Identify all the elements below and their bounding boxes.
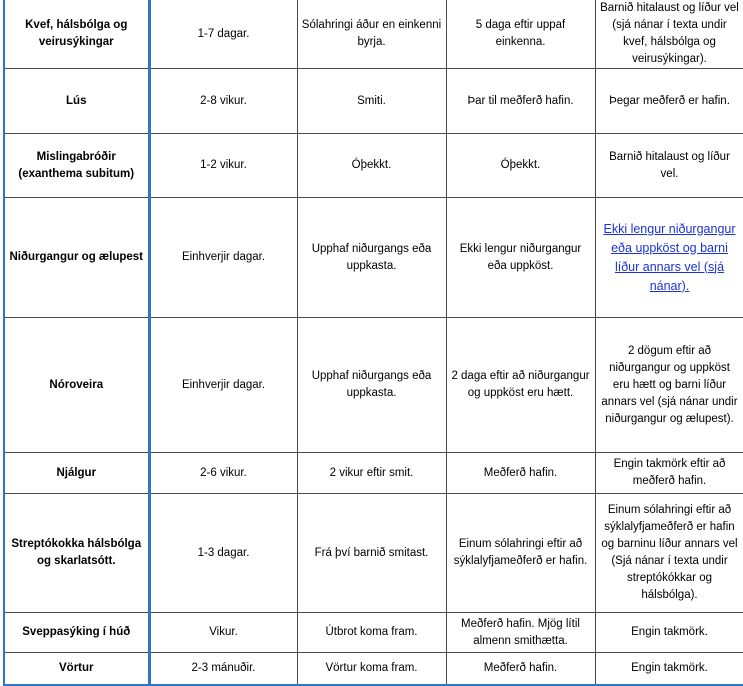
table-row [4, 653, 743, 685]
return-condition [595, 198, 743, 318]
disease-name: Mislingabróðir (exanthema subitum) [4, 134, 149, 198]
return-condition: 2 dögum eftir að niðurgangur og uppköst eru hætt og barni líður annars vel (sjá nánar undir niðurgangur og ælupest). [595, 318, 743, 453]
return-condition: Engin takmörk eftir að meðferð hafin. [595, 453, 743, 494]
disease-name: Kvef, hálsbólga og veirusýkingar [4, 0, 149, 69]
contagious-until: Óþekkt. [446, 134, 595, 198]
contagious-from: 2 vikur eftir smit. [297, 453, 446, 494]
table-row [4, 69, 743, 134]
incubation-period: Vikur. [149, 613, 297, 653]
table-row [4, 318, 743, 453]
return-condition: Einum sólahringi eftir að sýklalyfjameðferð er hafin og barninu líður annars vel (Sjá nánar í texta undir streptókókkar og hálsbólga). [595, 494, 743, 613]
disease-name: Lús [4, 69, 149, 134]
table-row [4, 198, 743, 318]
contagious-from: Frá því barnið smitast. [297, 494, 446, 613]
incubation-period: 2-6 vikur. [149, 453, 297, 494]
disease-name: Nóroveira [4, 318, 149, 453]
disease-name: Sveppasýking í húð [4, 613, 149, 653]
disease-name: Vörtur [4, 653, 149, 685]
contagious-from: Vörtur koma fram. [297, 653, 446, 685]
incubation-period: 2-3 mánuðir. [149, 653, 297, 685]
incubation-period: Einhverjir dagar. [149, 198, 297, 318]
contagious-until: Meðferð hafin. [446, 653, 595, 685]
incubation-period: Einhverjir dagar. [149, 318, 297, 453]
contagious-until: Meðferð hafin. [446, 453, 595, 494]
disease-name: Niðurgangur og ælupest [4, 198, 149, 318]
contagious-until: Ekki lengur niðurgangur eða uppköst. [446, 198, 595, 318]
disease-name: Njálgur [4, 453, 149, 494]
contagious-from: Útbrot koma fram. [297, 613, 446, 653]
incubation-period: 1-7 dagar. [149, 0, 297, 69]
incubation-period: 1-2 vikur. [149, 134, 297, 198]
table-row [4, 0, 743, 69]
table-row [4, 453, 743, 494]
table-row [4, 613, 743, 653]
disease-name: Streptókokka hálsbólga og skarlatsótt. [4, 494, 149, 613]
contagious-from: Upphaf niðurgangs eða uppkasta. [297, 318, 446, 453]
table-row [4, 134, 743, 198]
return-condition: Barnið hitalaust og líður vel. [595, 134, 743, 198]
contagious-from: Smiti. [297, 69, 446, 134]
contagious-until: Þar til meðferð hafin. [446, 69, 595, 134]
return-condition: Þegar meðferð er hafin. [595, 69, 743, 134]
incubation-period: 2-8 vikur. [149, 69, 297, 134]
contagious-from: Sólahringi áður en einkenni byrja. [297, 0, 446, 69]
contagious-until: 5 daga eftir uppaf einkenna. [446, 0, 595, 69]
contagious-from: Upphaf niðurgangs eða uppkasta. [297, 198, 446, 318]
contagious-until: 2 daga eftir að niðurgangur og uppköst eru hætt. [446, 318, 595, 453]
return-condition: Engin takmörk. [595, 613, 743, 653]
table-row [4, 494, 743, 613]
contagious-from: Óþekkt. [297, 134, 446, 198]
incubation-period: 1-3 dagar. [149, 494, 297, 613]
more-info-link[interactable]: Ekki lengur niðurgangur eða uppköst og barni líður annars vel (sjá nánar). [603, 221, 736, 293]
disease-table [3, 0, 743, 686]
contagious-until: Einum sólahringi eftir að sýklalyfjameðferð er hafin. [446, 494, 595, 613]
contagious-until: Meðferð hafin. Mjög lítil almenn smithætta. [446, 613, 595, 653]
return-condition: Barnið hitalaust og líður vel (sjá nánar í texta undir kvef, hálsbólga og veirusýkingar). [595, 0, 743, 69]
return-condition: Engin takmörk. [595, 653, 743, 685]
